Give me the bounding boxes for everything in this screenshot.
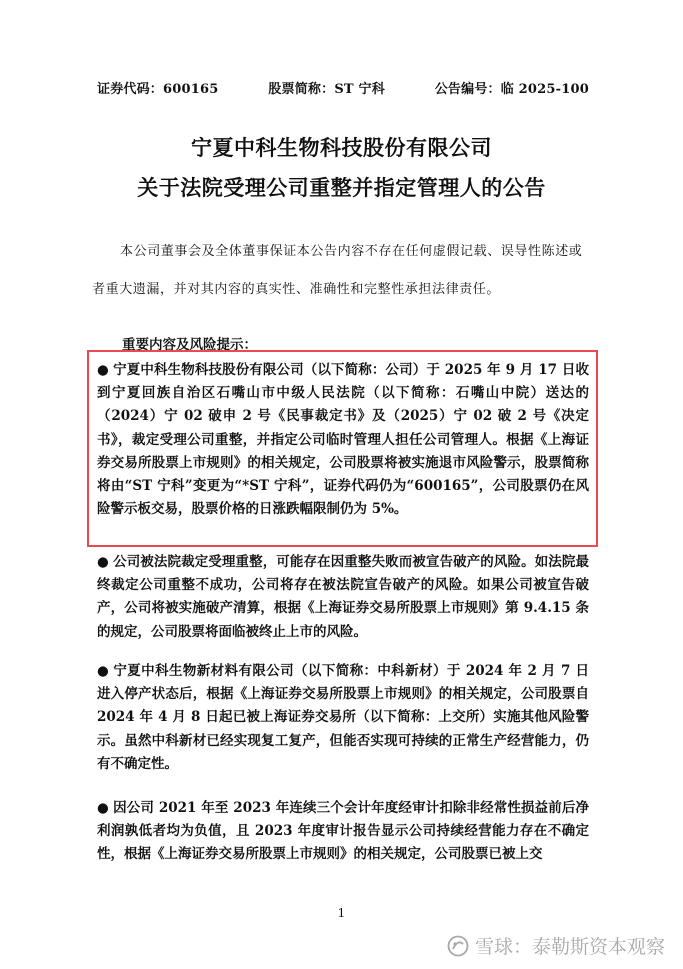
paragraph-text: 因公司 2021 年至 2023 年连续三个会计年度经审计扣除非经常性损益前后净利润孰低者均为负值，且 2023 年度审计报告显示公司持续经营能力存在不确定性，根据《上海证券交易所股票上市规则》的相关规定，公司股票已被上交 [97, 800, 589, 863]
announcement-title: 关于法院受理公司重整并指定管理人的公告 [137, 175, 546, 200]
page-number: 1 [337, 906, 346, 920]
snowball-logo-icon [447, 935, 469, 957]
bullet-icon: ● [97, 800, 109, 816]
paragraph-text: 公司被法院裁定受理重整，可能存在因重整失败而被宣告破产的风险。如法院最终裁定公司重整不成功，公司将存在被法院宣告破产的风险。如果公司被宣告破产，公司将被实施破产清算，根据《上海证券交易所股票上市规则》第 9.4.15 条的规定，公司股票将面临被终止上市的风险。 [97, 554, 589, 640]
announcement-number: 公告编号：临 2025-100 [434, 82, 589, 97]
security-code: 证券代码：600165 [97, 82, 219, 97]
board-statement: 本公司董事会及全体董事保证本公告内容不存在任何虚假记载、误导性陈述或者重大遗漏，并对其内容的真实性、准确性和完整性承担法律责任。 [92, 244, 583, 297]
risk-paragraph-1 [97, 359, 589, 521]
announcement-header [97, 78, 589, 97]
paragraph-text: 宁夏中科生物科技股份有限公司（以下简称：公司）于 2025 年 9 月 17 日收到宁夏回族自治区石嘴山市中级人民法院（以下简称：石嘴山中院）送达的（2024）宁 02 破申 2 号《民事裁定书》及（2025）宁 02 破 2 号《决定书》，裁定受理公司重整，并指定公司临时管理人担任公司管理人。根据《上海证券交易所股票上市规则》的相关规定，公司股票将被实施退市风险警示，股票简称将由“ST 宁科”变更为“*ST 宁科”，证券代码仍为“600165”，公司股票仍在风险警示板交易，股票价格的日涨跌幅限制仍为 5%。 [97, 362, 589, 518]
company-name-title: 宁夏中科生物科技股份有限公司 [191, 135, 492, 160]
bullet-icon: ● [97, 663, 109, 679]
paragraph-text: 宁夏中科生物新材料有限公司（以下简称：中科新材）于 2024 年 2 月 7 日进入停产状态后，根据《上海证券交易所股票上市规则》的相关规定，公司股票自 2024 年 4 月 8 日起已被上海证券交易所（以下简称：上交所）实施其他风险警示。虽然中科新材已经实现复工复产，但能否实现可持续的正常生产经营能力，仍有不确定性。 [97, 663, 589, 772]
watermark-text: 雪球：泰勒斯资本观察 [475, 936, 666, 958]
stock-abbreviation: 股票简称：ST 宁科 [268, 82, 385, 97]
risk-paragraph-2 [97, 551, 589, 644]
bullet-icon: ● [97, 554, 109, 570]
watermark [447, 932, 665, 959]
bullet-icon: ● [97, 362, 109, 378]
risk-paragraph-4 [97, 797, 589, 867]
section-heading: 重要内容及风险提示： [122, 337, 257, 353]
risk-paragraph-3 [97, 660, 589, 776]
